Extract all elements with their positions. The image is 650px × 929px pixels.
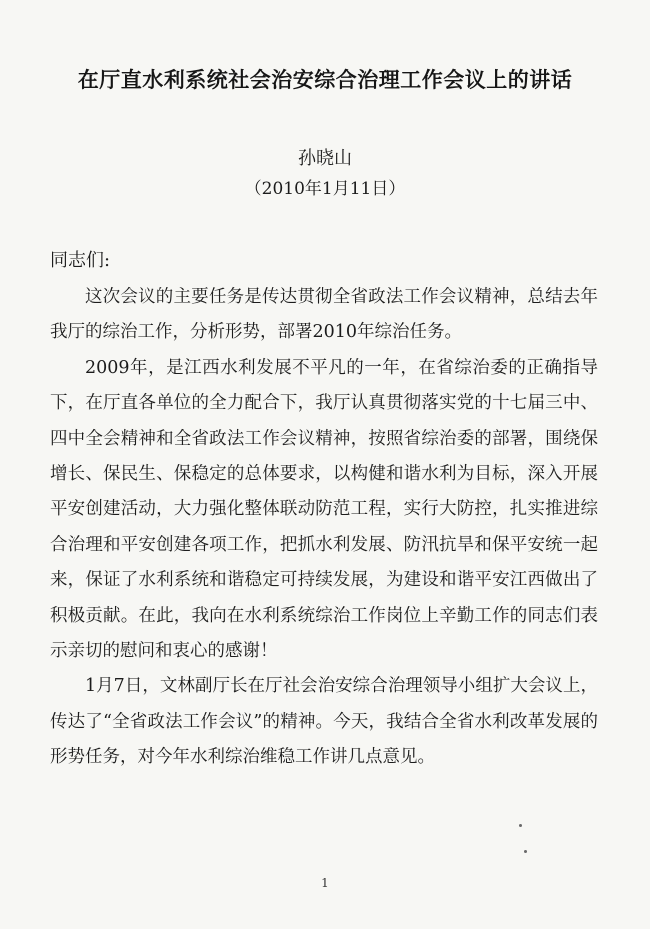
scan-speck [519, 824, 522, 827]
paragraph-1: 这次会议的主要任务是传达贯彻全省政法工作会议精神，总结去年我厅的综治工作，分析形势，部署2010年综治任务。 [50, 287, 598, 343]
document-title: 在厅直水利系统社会治安综合治理工作会议上的讲话 [77, 68, 573, 92]
paragraph-2: 2009年，是江西水利发展不平凡的一年，在省综治委的正确指导下，在厅直各单位的全力配合下，我厅认真贯彻落实党的十七届三中、四中全会精神和全省政法工作会议精神，按照省综治委的部署，围绕保增长、保民生、保稳定的总体要求，以构健和谐水利为目标，深入开展平安创建活动，大力强化整体联动防范工程，实行大防控，扎实推进综合治理和平安创建各项工作，把抓水利发展、防汛抗旱和保平安统一起来，保证了水利系统和谐稳定可持续发展，为建设和谐平安江西做出了积极贡献。在此，我向在水利系统综治工作岗位上辛勤工作的同志们表示亲切的慰问和衷心的感谢！ [50, 357, 598, 662]
paragraph-3: 1月7日，文林副厅长在厅社会治安综合治理领导小组扩大会议上，传达了“全省政法工作会议”的精神。今天，我结合全省水利改革发展的形势任务，对今年水利综治维稳工作讲几点意见。 [50, 676, 598, 768]
speech-date: （2010年1月11日） [244, 179, 406, 199]
page-number: 1 [321, 876, 329, 890]
author-name: 孙晓山 [298, 148, 352, 169]
salutation: 同志们: [50, 250, 111, 271]
speech-body [50, 280, 598, 776]
scan-speck [524, 850, 527, 853]
